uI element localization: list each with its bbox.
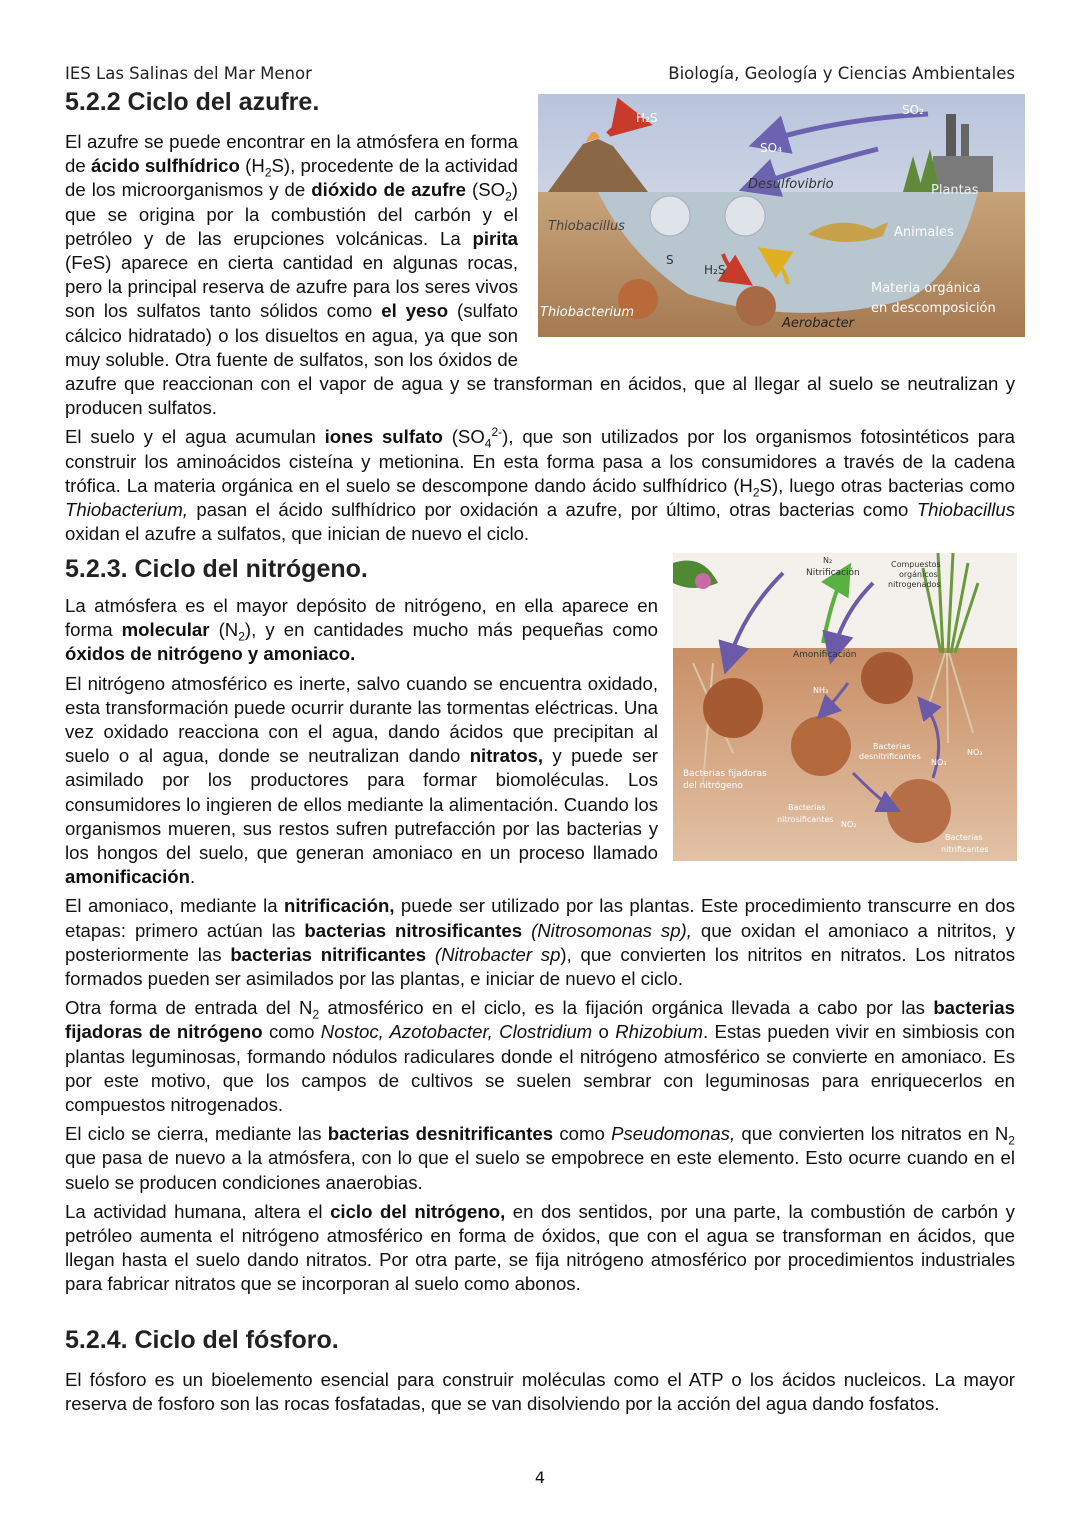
label-no3-a: NO₃	[931, 758, 947, 767]
text-run: El fósforo es un bioelemento esencial para construir moléculas como el ATP o los ácidos nucleicos. La mayor reserva de fosforo son las rocas fosfatadas, que se van disolviendo por la acción del agua dando fosfatos.	[65, 1369, 1015, 1415]
sulfur-paragraph-2	[65, 425, 1015, 546]
text-run: bacterias nitrosificantes	[304, 919, 523, 941]
label-nitros-1: Bacterias	[788, 803, 826, 812]
text-run: La actividad humana, altera el	[65, 1200, 331, 1222]
text-run: ácido sulfhídrico	[90, 155, 240, 177]
label-compuestos-1: Compuestos	[891, 560, 941, 569]
label-materia-2: en descomposición	[871, 301, 996, 316]
text-run: (Nitrobacter sp	[434, 943, 561, 965]
text-run: ), y en cantidades mucho más pequeñas como	[244, 619, 658, 641]
label-compuestos-2: orgánicos	[899, 570, 938, 579]
label-thiobacillus: Thiobacillus	[548, 219, 625, 234]
text-run: atmosférico en el ciclo, es la fijación orgánica llevada a cabo por las	[319, 997, 934, 1019]
text-run: (FeS) aparece en cierta cantidad en algunas rocas, pero la principal reserva de azufre para los seres vivos son los sulfatos tanto sólidos como	[65, 252, 518, 322]
text-run: que convierten los nitratos en N	[735, 1123, 1009, 1145]
label-materia-1: Materia orgánica	[871, 281, 981, 296]
text-run: Thiobacterium,	[65, 499, 188, 521]
sulfur-body	[65, 130, 1015, 546]
text-run: pasan el ácido sulfhídrico por oxidación a azufre, por último, otras bacterias como	[187, 499, 917, 521]
text-run	[426, 944, 435, 965]
text-run: ), que son utilizados por los organismos fotosintéticos para construir los aminoácidos cisteína y metionina. En esta forma pasa a los consumidores a través de la cadena trófica. La materia orgánica en el suelo se descompone dando ácido sulfhídrico (H	[65, 426, 1015, 496]
text-run: 2	[1008, 1133, 1015, 1148]
text-run: ) que se origina por la combustión del carbón y el petróleo y de las erupciones volcánicas. La	[65, 179, 518, 249]
section-title-nitrogen: 5.2.3. Ciclo del nitrógeno.	[65, 555, 368, 583]
text-run: Thiobacillus	[916, 499, 1015, 521]
text-run: el yeso	[381, 300, 449, 322]
nitrogen-paragraph-6	[65, 1200, 1015, 1297]
label-h2s-top: H₂S	[636, 111, 658, 125]
text-run: 2	[238, 629, 245, 644]
nitrogen-paragraph-3	[65, 894, 1015, 991]
label-nitrif-2: nitrificantes	[941, 845, 989, 854]
header-school: IES Las Salinas del Mar Menor	[65, 64, 312, 83]
label-desnit-1: Bacterias	[873, 742, 911, 751]
text-run: oxidan el azufre a sulfatos, que inician de nuevo el ciclo.	[65, 523, 530, 545]
text-run: nitrificación,	[283, 895, 395, 917]
text-run: bacterias fijadoras de nitrógeno	[65, 997, 1015, 1043]
text-run: molecular	[121, 619, 210, 641]
text-run: como	[262, 1021, 321, 1043]
label-animales: Animales	[894, 225, 954, 240]
text-run	[522, 920, 531, 941]
label-h2s-mid: H₂S	[704, 263, 726, 277]
text-run: en dos sentidos, por una parte, la combustión de carbón y petróleo aumenta el nitrógeno atmosférico en forma de óxidos, que con el agua se transforman en ácidos, que llegan hasta el suelo dando nitratos. Por otra parte, se fija nitrógeno atmosférico por procedimientos industriales para fabricar nitratos que se incorporan al suelo como abonos.	[65, 1200, 1015, 1295]
phosphorus-body	[65, 1368, 1015, 1416]
header-subject: Biología, Geología y Ciencias Ambientales	[668, 64, 1015, 83]
text-run: (sulfato cálcico hidratado) o los disueltos en agua, ya que son muy soluble. Otra fuente de sulfatos, son los óxidos de azufre que reaccionan con el vapor de agua y se transforman en ácidos, que al llegar al suelo se neutralizan y producen sulfatos.	[65, 300, 1015, 419]
section-title-sulfur: 5.2.2 Ciclo del azufre.	[65, 88, 320, 116]
text-run: como	[553, 1123, 612, 1145]
label-aerobacter: Aerobacter	[782, 316, 854, 331]
text-run: amonificación	[65, 866, 191, 888]
text-run: S), procedente de la actividad de los microorganismos y de	[65, 155, 518, 201]
text-run: que pasa de nuevo a la atmósfera, con lo que el suelo se empobrece en este elemento. Esto ocurre cuando en el suelo se producen condiciones anaerobias.	[65, 1147, 1015, 1193]
label-nh3: NH₃	[813, 686, 829, 695]
text-run: Rhizobium	[615, 1021, 704, 1043]
text-run: pirita	[472, 227, 518, 249]
text-run: El amoniaco, mediante la	[65, 895, 284, 917]
text-run: iones sulfato	[324, 426, 443, 448]
page-header	[65, 64, 1015, 88]
label-fijadoras-2: del nitrógeno	[683, 781, 743, 791]
text-run: (SO	[442, 426, 485, 448]
text-run: 4	[484, 437, 492, 452]
text-run: El ciclo se cierra, mediante las	[65, 1123, 328, 1145]
label-fijadoras-1: Bacterias fijadoras	[683, 769, 767, 779]
text-run: El azufre se puede encontrar en la atmósfera en forma de	[65, 131, 518, 177]
text-run: (H	[239, 155, 265, 177]
text-run: y puede ser asimilado por los productores para formar biomoléculas. Los consumidores lo ingieren de ellos mediante la alimentación. Cuando los organismos mueren, sus restos sufren putrefacción por las bacterias y los hongos del suelo, que generan amoniaco en un proceso llamado	[65, 745, 658, 864]
text-run: . Estas pueden vivir en simbiosis con plantas leguminosas, formando nódulos radiculares donde el nitrógeno atmosférico se convierte en amoniaco. Es por este motivo, que los campos de cultivos se suelen sembrar con leguminosas para enriquecerlos en compuestos nitrogenados.	[65, 1021, 1015, 1116]
text-run: 2	[752, 485, 760, 500]
label-nitros-2: nitrosificantes	[777, 815, 834, 824]
label-thiobacterium: Thiobacterium	[540, 305, 635, 320]
text-run: nitratos,	[469, 745, 544, 767]
text-run: La atmósfera es el mayor depósito de nitrógeno, en ella aparece en forma	[65, 595, 658, 641]
text-run: bacterias desnitrificantes	[327, 1123, 554, 1145]
nitrogen-body	[65, 594, 1015, 1297]
label-compuestos-3: nitrogenados	[888, 580, 941, 589]
label-desulfovibrio: Desulfovibrio	[748, 177, 834, 192]
text-run: 2	[264, 165, 272, 180]
text-run: Otra forma de entrada del N	[65, 997, 313, 1019]
text-run: 2	[505, 190, 512, 205]
nitrogen-paragraph-5	[65, 1122, 1015, 1195]
text-run: .	[190, 866, 196, 888]
text-run: bacterias nitrificantes	[230, 943, 427, 965]
text-run: que oxidan el amoniaco a nitritos, y posteriormente las	[65, 919, 1016, 965]
text-run: (N	[209, 619, 239, 641]
text-run: (SO	[465, 179, 506, 201]
text-run: ), que convierten los nitritos en nitratos. Los nitratos formados pueden ser asimilados por las plantas, e iniciar de nuevo el ciclo.	[65, 943, 1015, 990]
text-run: o	[592, 1021, 616, 1043]
label-so2: SO₂	[902, 103, 924, 117]
section-title-phosphorus: 5.2.4. Ciclo del fósforo.	[65, 1326, 339, 1354]
label-s: S	[666, 253, 674, 267]
text-run: (Nitrosomonas sp),	[531, 919, 692, 941]
label-nitrif-1: Bacterias	[945, 833, 983, 842]
text-run: El suelo y el agua acumulan	[65, 426, 325, 448]
label-amonificacion: Amonificación	[793, 650, 857, 660]
page-number: 4	[534, 1468, 546, 1487]
nitrogen-paragraph-4	[65, 996, 1015, 1117]
text-run: 2-	[491, 425, 503, 440]
label-so4: SO₄	[760, 141, 782, 155]
text-run: S), luego otras bacterias como	[759, 474, 1015, 496]
text-run: óxidos de nitrógeno y amoniaco.	[65, 643, 356, 665]
text-run: puede ser utilizado por las plantas. Este procedimiento transcurre en dos etapas: primero actúan las	[65, 895, 1016, 941]
text-run: 2	[312, 1007, 320, 1022]
flower	[695, 573, 711, 589]
text-run: dióxido de azufre	[311, 179, 466, 201]
phosphorus-paragraph-1	[65, 1368, 1015, 1416]
label-no2: NO₂	[841, 820, 857, 829]
text-run: Nostoc, Azotobacter, Clostridium	[320, 1021, 593, 1043]
text-run: Pseudomonas,	[611, 1123, 736, 1145]
label-nitrificacion: Nitrificación	[806, 568, 860, 578]
label-no3-b: NO₃	[967, 748, 983, 757]
label-plantas: Plantas	[931, 183, 979, 198]
text-run: ciclo del nitrógeno,	[330, 1200, 506, 1222]
text-run: El nitrógeno atmosférico es inerte, salvo cuando se encuentra oxidado, esta transformación puede ocurrir durante las tormentas eléctricas. Una vez oxidado reacciona con el agua, dando ácidos que precipitan al suelo o al agua, donde se neutralizan dando	[65, 672, 658, 767]
label-desnit-2: desnitrificantes	[859, 752, 921, 761]
label-n2: N₂	[823, 556, 833, 565]
